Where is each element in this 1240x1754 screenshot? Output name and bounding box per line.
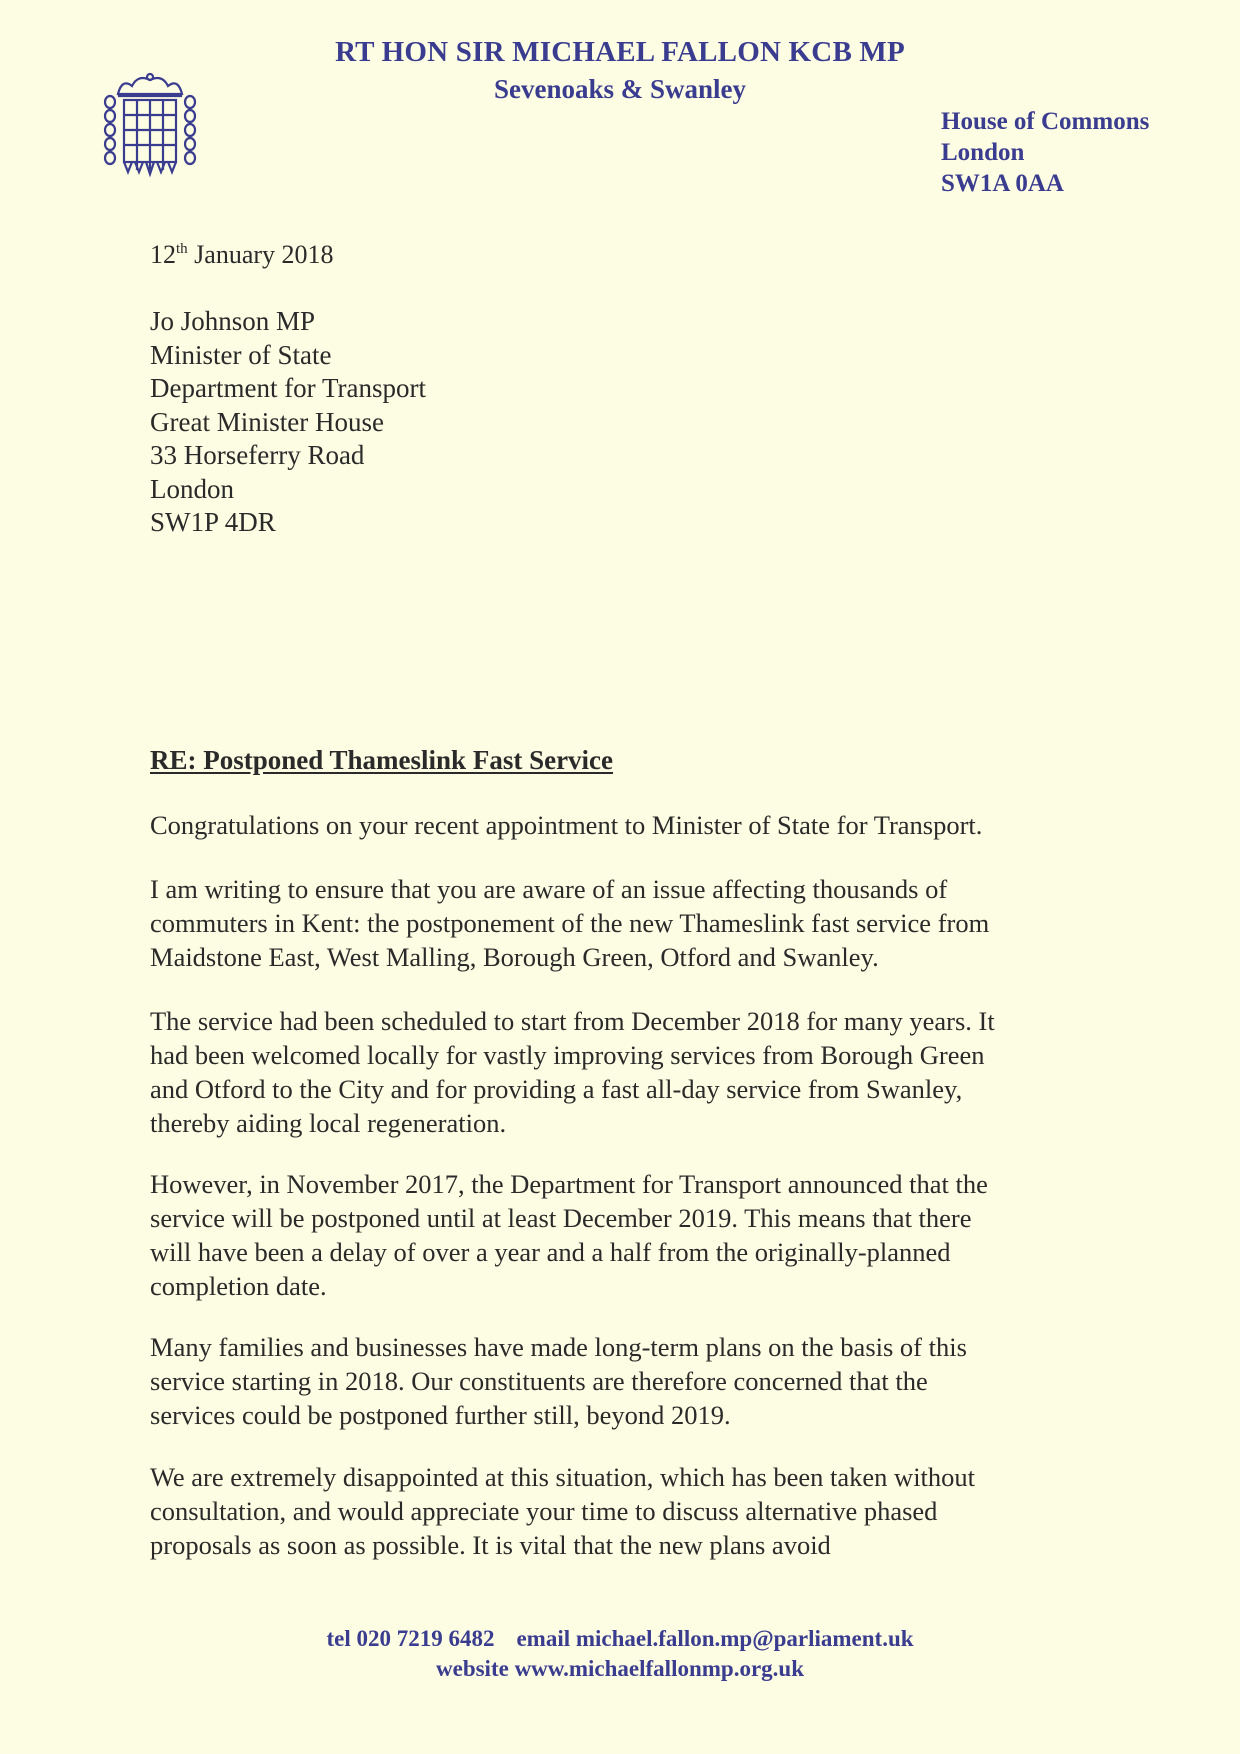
paragraph-line: will have been a delay of over a year and a half from the originally-planned [150,1237,951,1267]
paragraph-line: commuters in Kent: the postponement of the new Thameslink fast service from [150,908,990,938]
footer-email[interactable]: email michael.fallon.mp@parliament.uk [516,1626,914,1651]
subject-line: RE: Postponed Thameslink Fast Service [150,745,614,775]
paragraph-line: services could be postponed further still, beyond 2019. [150,1400,731,1430]
recipient-line: Jo Johnson MP [150,306,316,336]
paragraph-line: Many families and businesses have made long-term plans on the basis of this [150,1332,967,1362]
sender-name: RT HON SIR MICHAEL FALLON KCB MP [335,36,905,68]
paragraph-line: proposals as soon as possible. It is vital that the new plans avoid [150,1530,831,1560]
recipient-line: London [150,473,234,504]
paragraph-line: However, in November 2017, the Department for Transport announced that the [150,1169,988,1199]
paragraph [150,872,1090,974]
paragraph-line: I am writing to ensure that you are aware of an issue affecting thousands of [150,874,948,904]
paragraph-line: had been welcomed locally for vastly improving services from Borough Green [150,1040,985,1070]
paragraph-line: Maidstone East, West Malling, Borough Green, Otford and Swanley. [150,942,879,972]
paragraph [150,1004,1090,1140]
return-address-line: SW1A 0AA [941,170,1064,197]
footer-tel: tel 020 7219 6482 [326,1626,495,1651]
portcullis-icon [102,72,198,184]
date-rest: January 2018 [194,240,334,269]
paragraph-line: The service had been scheduled to start from December 2018 for many years. It [150,1006,995,1036]
recipient-line: SW1P 4DR [150,507,276,537]
recipient-line: 33 Horseferry Road [150,440,365,470]
return-address-line: London [941,139,1025,166]
paragraph [150,1330,1090,1432]
paragraph-line: completion date. [150,1271,327,1301]
paragraph [150,1460,1090,1562]
recipient-line: Department for Transport [150,373,426,403]
recipient-address [150,305,426,540]
paragraph-line: service will be postponed until at least December 2019. This means that there [150,1203,972,1233]
footer-website[interactable]: website www.michaelfallonmp.org.uk [436,1656,804,1681]
date-suffix: th [176,241,188,257]
date-day: 12 [150,240,176,269]
paragraph-line: thereby aiding local regeneration. [150,1108,507,1138]
paragraph-line: We are extremely disappointed at this situation, which has been taken without [150,1462,976,1492]
return-address [941,106,1149,199]
return-address-line: House of Commons [941,108,1150,135]
letter-date [150,240,334,270]
paragraph-line: Congratulations on your recent appointment to Minister of State for Transport. [150,810,983,840]
paragraph-line: service starting in 2018. Our constituents are therefore concerned that the [150,1366,928,1396]
recipient-line: Minister of State [150,339,332,370]
recipient-line: Great Minister House [150,406,384,437]
footer-contact [0,1626,1240,1652]
paragraph-line: and Otford to the City and for providing a fast all-day service from Swanley, [150,1074,963,1104]
paragraph [150,1167,1090,1303]
sender-constituency: Sevenoaks & Swanley [493,74,747,104]
paragraph-line: consultation, and would appreciate your time to discuss alternative phased [150,1496,938,1526]
paragraph [150,808,1090,842]
